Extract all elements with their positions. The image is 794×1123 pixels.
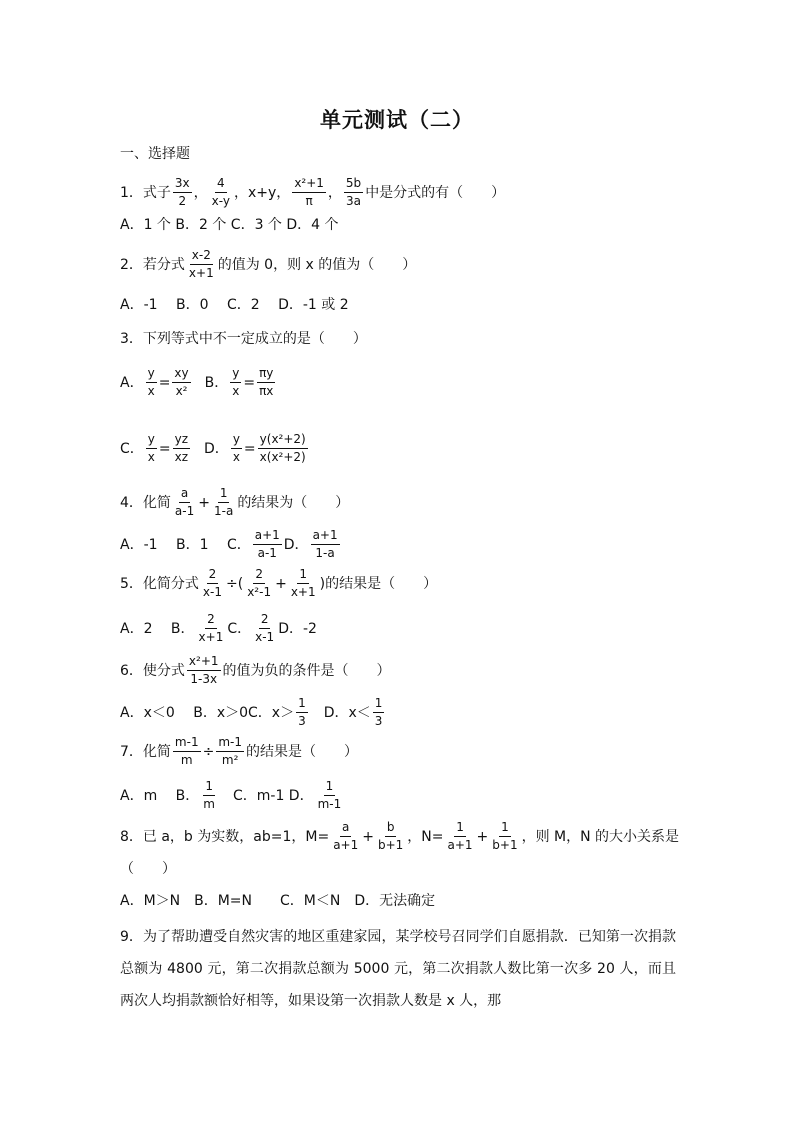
q4-options-ab: A．-1 B．1 C． bbox=[120, 536, 251, 553]
q5-options bbox=[120, 612, 317, 645]
fraction: $\frac{1}{1-a}$ bbox=[213, 486, 234, 518]
fraction: $\frac{a}{a-1}$ bbox=[174, 486, 195, 518]
fraction: $\frac{1}{3}$ bbox=[298, 696, 306, 728]
question-5: 5．化简分式 $\frac{2}{x-1}$ ÷( $\frac{2}{\text{x²-1}}$ + $\frac{1}{x+1}$ )的结果是（ ） bbox=[120, 567, 438, 599]
option-d-label: D．-2 bbox=[278, 620, 317, 637]
fraction: $\frac{5b}{3a}$ bbox=[345, 176, 362, 208]
q4-suffix: 的结果为（ ） bbox=[237, 494, 350, 511]
q3-options-ab: A． $\frac{y}{x}$ = $\frac{xy}{\text{x²}}$ B． $\frac{y}{x}$ = $\frac{\pi y}{\pi x}$ bbox=[120, 366, 274, 398]
fraction: $\frac{1}{a+1}$ bbox=[447, 820, 473, 852]
q1-suffix: 中是分式的有（ ） bbox=[365, 184, 506, 201]
fraction: $\frac{2}{x+1}$ bbox=[198, 612, 224, 644]
question-4: 4．化简 $\frac{a}{a-1}$ + $\frac{1}{1-a}$ 的结果为（ ） bbox=[120, 486, 350, 518]
fraction: $\frac{xy}{\text{x²}}$ bbox=[174, 366, 189, 398]
q8-options: A．M＞N B．M=N C．M＜N D．无法确定 bbox=[120, 893, 436, 909]
q2-prefix: 2．若分式 bbox=[120, 256, 185, 273]
fraction: $\frac{1}{x+1}$ bbox=[290, 567, 316, 599]
fraction: $\frac{\pi y}{\pi x}$ bbox=[259, 366, 274, 398]
option-d-label: D． bbox=[204, 440, 229, 457]
q7-prefix: 7．化简 bbox=[120, 743, 171, 760]
option-b-label: B． bbox=[204, 374, 229, 391]
separator: ， bbox=[193, 184, 208, 201]
q7-options-ab: A．m B． bbox=[120, 787, 200, 804]
question-2 bbox=[120, 248, 416, 281]
fraction: $\frac{\text{y(x²+2)}}{\text{x(x²+2)}}$ bbox=[259, 432, 306, 464]
q7-suffix: 的结果是（ ） bbox=[245, 743, 358, 760]
option-c-label: C． bbox=[120, 440, 144, 457]
question-9: 9．为了帮助遭受自然灾害的地区重建家园，某学校号召同学们自愿捐款．已知第一次捐款总额为 4800 元，第二次捐款总额为 5000 元，第二次捐款人数比第一次多 20 人，而且两次人均捐款额恰好相等，如果设第一次捐款人数是 x 人，那 bbox=[120, 929, 676, 1009]
q6-options bbox=[120, 696, 386, 729]
q6-suffix: 的值为负的条件是（ ） bbox=[222, 662, 391, 679]
q1-options: A．1 个 B．2 个 C．3 个 D．4 个 bbox=[120, 217, 339, 233]
fraction: $\frac{1}{3}$ bbox=[374, 696, 383, 728]
separator: ， bbox=[327, 184, 342, 201]
section-heading: 一、选择题 bbox=[120, 146, 190, 162]
option-c-label: C． bbox=[227, 620, 252, 637]
q7-options bbox=[120, 779, 345, 812]
fraction: $\frac{1}{m-1}$ bbox=[317, 779, 342, 811]
fraction: $\frac{a}{a+1}$ bbox=[333, 820, 359, 852]
fraction: $\frac{4}{x-y}$ bbox=[211, 176, 230, 208]
q4-options bbox=[120, 528, 342, 561]
fraction: $\frac{a+1}{a-1}$ bbox=[254, 528, 280, 560]
q1-prefix: 1．式子 bbox=[120, 184, 171, 201]
operator: ÷ bbox=[202, 743, 215, 760]
fraction: $\frac{m-1}{m}$ bbox=[174, 735, 199, 767]
fraction: $\frac{y}{x}$ bbox=[147, 432, 155, 464]
q8-continuation: （ ） bbox=[120, 861, 176, 877]
q7-options-cd: C．m-1 D． bbox=[218, 787, 314, 804]
fraction: $\frac{b}{b+1}$ bbox=[377, 820, 404, 852]
q2-options: A．-1 B．0 C．2 D．-1 或 2 bbox=[120, 297, 349, 313]
fraction: $\frac{y}{x}$ bbox=[232, 432, 240, 464]
q6-prefix: 6．使分式 bbox=[120, 662, 185, 679]
question-7 bbox=[120, 735, 358, 768]
q3-options-cd: C． $\frac{y}{x}$ = $\frac{yz}{xz}$ D． $\frac{y}{x}$ = $\frac{\text{y(x²+2)}}{\text{x(x²+2)}}$ bbox=[120, 432, 306, 464]
page-title: 单元测试（二） bbox=[320, 108, 474, 132]
question-1 bbox=[120, 176, 505, 209]
question-6 bbox=[120, 654, 391, 687]
fraction: $\frac{a+1}{1-a}$ bbox=[312, 528, 338, 560]
fraction: $\frac{x-2}{x+1}$ bbox=[188, 248, 214, 280]
fraction: $\frac{3x}{2}$ bbox=[174, 176, 190, 208]
q5-prefix: 5．化简分式 bbox=[120, 575, 199, 592]
fraction: $\frac{y}{x}$ bbox=[232, 366, 240, 398]
fraction: $\frac{1}{m}$ bbox=[203, 779, 215, 811]
fraction: $\frac{\text{x²+1}}{\pi}$ bbox=[294, 176, 324, 208]
fraction: $\frac{y}{x}$ bbox=[147, 366, 155, 398]
option-d-label: D． bbox=[283, 536, 309, 553]
fraction: $\frac{2}{x-1}$ bbox=[255, 612, 275, 644]
question-8: 8．已 a，b 为实数，ab=1，M= $\frac{a}{a+1}$ + $\frac{b}{b+1}$ ，N= $\frac{1}{a+1}$ + $\frac{1}{b+1}$ ，则 M，N 的大小关系是 bbox=[120, 820, 680, 852]
fraction: $\frac{m-1}{\text{m²}}$ bbox=[218, 735, 242, 767]
question-3: 3．下列等式中不一定成立的是（ ） bbox=[120, 331, 367, 347]
q2-suffix: 的值为 0，则 x 的值为（ ） bbox=[217, 256, 417, 273]
q8-mid: ，N= bbox=[407, 828, 444, 845]
fraction: $\frac{\text{x²+1}}{1-3x}$ bbox=[188, 654, 219, 686]
fraction: $\frac{2}{x-1}$ bbox=[202, 567, 222, 599]
q6-options-abc: A．x＜0 B．x＞0C．x＞ bbox=[120, 704, 295, 721]
option-a-label: A． bbox=[120, 374, 144, 391]
q1-mid: ，x+y， bbox=[234, 184, 291, 201]
q8-suffix: ，则 M，N 的大小关系是 bbox=[521, 828, 680, 845]
fraction: $\frac{yz}{xz}$ bbox=[174, 432, 189, 464]
q4-prefix: 4．化简 bbox=[120, 494, 171, 511]
q5-options-ab: A．2 B． bbox=[120, 620, 195, 637]
fraction: $\frac{2}{\text{x²-1}}$ bbox=[247, 567, 272, 599]
q5-suffix: )的结果是（ ） bbox=[319, 575, 438, 592]
option-d-label: D．x＜ bbox=[309, 704, 371, 721]
operator: ÷( bbox=[226, 575, 244, 592]
fraction: $\frac{1}{b+1}$ bbox=[492, 820, 518, 852]
q8-prefix: 8．已 a，b 为实数，ab=1，M= bbox=[120, 828, 330, 845]
